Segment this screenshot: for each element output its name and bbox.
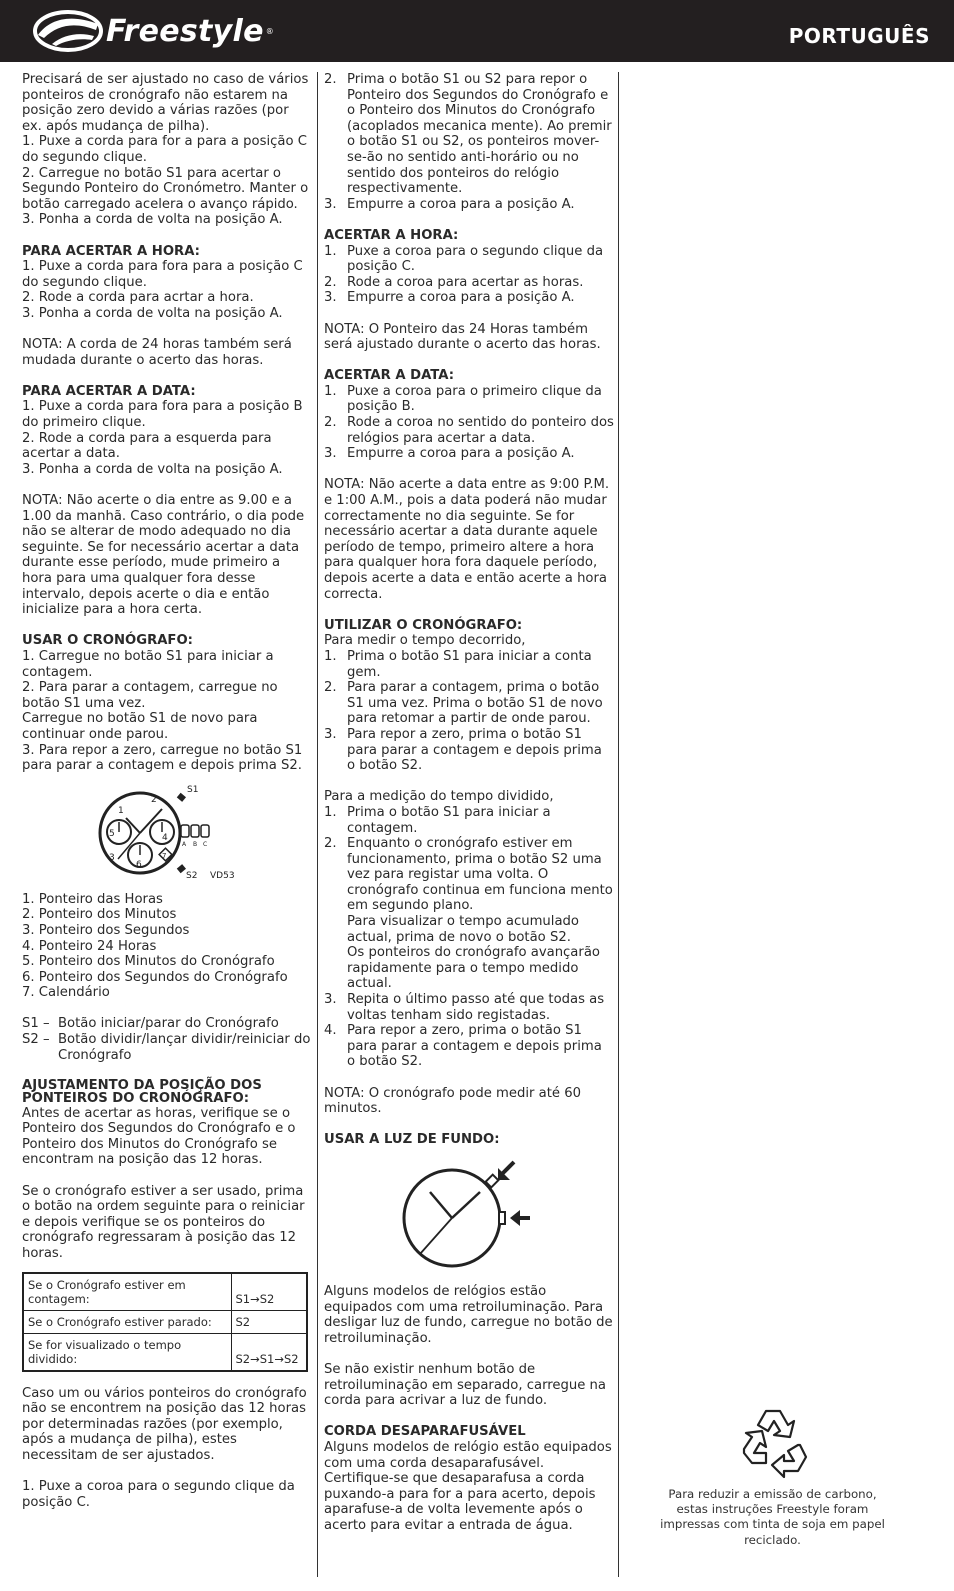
list-item: S1 – Botão iniciar/parar do Cronógrafo [22,1016,279,1032]
list-item: 3. Para repor a zero, prima o botão S1 para parar a contagem e depois prima o botão S2. [324,726,602,774]
list-item: 6. Ponteiro dos Segundos do Cronógrafo [22,969,288,985]
svg-text:A: A [182,840,187,848]
chrono-step-list [324,649,614,774]
column-middle [324,72,614,1533]
list-item: 3. Repita o último passo até que todas as voltas tenham sido registadas. [324,992,605,1023]
list-item: 2. Carregue no botão S1 para acertar o Segundo Ponteiro do Cronómetro. Manter o botão carregado acelera o avanço rápido. [22,165,309,212]
time-step-list [324,244,614,306]
list-item: 2. Para parar a contagem, prima o botão S1 uma vez. Prima o botão S1 de novo para retomar a partir de onde parou. [324,680,603,727]
label-model: VD53 [210,870,235,880]
chrono-note: NOTA: O cronógrafo pode medir até 60 minutos. [324,1085,581,1117]
section-title-time: ACERTAR A HORA: [324,227,459,243]
light-paragraph: Alguns modelos de relógios estão equipados com uma retroiluminação. Para desligar luz de fundo, carregue no botão de retroiluminação. [324,1283,613,1346]
list-item: 2. Rode a corda para a esquerda para acertar a data. [22,430,272,462]
arrow-icon [510,1210,530,1226]
list-item: 1. Puxe a coroa para o primeiro clique da posição B. [324,383,602,415]
recycle-icon [736,1405,810,1479]
table-cell: S1→S2 [231,1273,307,1311]
column-divider [618,72,619,1577]
table-row [23,1273,307,1311]
language-label: PORTUGUÊS [788,24,930,48]
label-s2: S2 [186,870,198,880]
brand-wordmark: Freestyle [106,13,264,49]
section-title-time: PARA ACERTAR A HORA: [22,243,200,259]
backlight-diagram [394,1156,544,1276]
column-left [22,72,312,1510]
list-item: 4. Ponteiro 24 Horas [22,938,157,954]
list-item: 1. Prima o botão S1 para iniciar a contagem. [324,804,551,836]
svg-text:6: 6 [136,859,142,870]
section-title-screw: CORDA DESAPARAFUSÁVEL [324,1424,526,1440]
list-item: 3. Para repor a zero, carregue no botão S1 para parar a contagem e depois prima S2. [22,742,303,774]
hand-legend-list [22,892,312,1001]
label-s1: S1 [187,784,199,795]
list-item: 3. Ponha a corda de volta na posição A. [22,305,283,321]
list-item: S2 – Botão dividir/lançar dividir/reiniciar do Cronógrafo [22,1032,311,1063]
section-title-chrono: USAR O CRONÓGRAFO: [22,633,193,649]
split-step-list [324,805,614,1070]
adjust-paragraph: Se o cronógrafo estiver a ser usado, prima o botão na ordem seguinte para o reiniciar e depois verifique se os ponteiros do cronógrafo regressaram à posição das 12 horas. [22,1183,305,1261]
reset-sequence-table [22,1272,308,1372]
list-item: 2. Enquanto o cronógrafo estiver em funcionamento, prima o botão S2 uma vez para registar uma volta. O cronógrafo continua em funciona mento em segundo plano. [324,836,613,914]
section-title-light: USAR A LUZ DE FUNDO: [324,1132,500,1148]
svg-text:3: 3 [109,852,115,863]
list-item: 2. Ponteiro dos Minutos [22,907,177,923]
list-item: 4. Para repor a zero, prima o botão S1 para parar a contagem e depois prima o botão S2. [324,1023,602,1070]
table-cell: Se for visualizado o tempo dividido: [23,1333,231,1371]
list-item: 2. Para parar a contagem, carregue no botão S1 uma vez. [22,680,278,711]
table-row [23,1333,307,1371]
list-item: 3. Empurre a coroa para a posição A. [324,290,575,306]
svg-text:2: 2 [151,794,157,805]
adjust-step-list [324,72,614,212]
date-step-list [22,399,312,477]
table-cell: Se o Cronógrafo estiver parado: [23,1310,231,1333]
list-item: 3. Ponha a corda de volta na posição A. [22,461,283,477]
svg-text:5: 5 [109,828,115,839]
list-item: 1. Puxe a corda para for a para a posição C do segundo clique. [22,134,307,165]
svg-text:B: B [193,840,198,848]
table-row [23,1310,307,1333]
chrono-intro: Para medir o tempo decorrido, [324,633,526,649]
time-note: NOTA: O Ponteiro das 24 Horas também será ajustado durante o acerto das horas. [324,321,601,353]
list-item: 3. Ponteiro dos Segundos [22,922,190,938]
list-item-continuation: Para visualizar o tempo acumulado actual, prima de novo o botão S2. [347,914,579,945]
list-item: 1. Puxe a corda para fora para a posição B do primeiro clique. [22,399,303,431]
list-item: 1. Ponteiro das Horas [22,891,163,907]
time-note: NOTA: A corda de 24 horas também será mudada durante o acerto das horas. [22,337,292,368]
svg-text:4: 4 [162,832,168,843]
list-item: 5. Ponteiro dos Minutos do Cronógrafo [22,954,275,970]
list-item: 1. Puxe a coroa para o segundo clique da posição C. [22,1479,295,1510]
screw-paragraph: Alguns modelos de relógio estão equipados com uma corda desaparafusável. Certifique-se que desaparafusa a corda puxando-a para for a para acerto, depois aparafuse-a de volta levemente após o acerto para evitar a entrada de água. [324,1439,612,1533]
list-item: 2. Prima o botão S1 ou S2 para repor o Ponteiro dos Segundos do Cronógrafo e o Ponteiro dos Minutos do Cronógrafo (acoplados mecanica mente). Ao premir o botão S1 ou S2, os ponteiros mover-se-ão no sentido anti-horário ou no sentido dos ponteiros do relógio respectivamente. [324,72,612,197]
recycle-note: Para reduzir a emissão de carbono, estas instruções Freestyle foram impressas com tinta de soja em papel reciclado. [660,1487,885,1547]
light-paragraph: Se não existir nenhum botão de retroiluminação em separado, carregue na corda para acrivar a luz de fundo. [324,1361,606,1409]
list-item: 2. Rode a coroa para acertar as horas. [324,274,584,290]
svg-text:7: 7 [162,851,167,860]
list-item: 1. Prima o botão S1 para iniciar a conta gem. [324,648,592,680]
section-title-date: PARA ACERTAR A DATA: [22,383,196,399]
list-item-continuation: Os ponteiros do cronógrafo avançarão rapidamente para o tempo medido actual. [347,945,600,992]
list-item: 1. Puxe a corda para fora para a posição C do segundo clique. [22,259,303,290]
freestyle-wave-icon [32,8,104,54]
split-intro: Para a medição do tempo dividido, [324,789,554,805]
table-cell: S2 [231,1310,307,1333]
registered-mark: ® [265,26,274,36]
svg-text:C: C [203,840,208,848]
list-item: 2. Rode a corda para acrtar a hora. [22,290,254,306]
watch-dial-diagram [92,782,242,880]
adjust-paragraph: Caso um ou vários ponteiros do cronógrafo não se encontrem na posição das 12 horas por determinadas razões (por exemplo, após a mudança de pilha), estes necessitam de ser ajustados. [22,1385,307,1463]
svg-text:1: 1 [118,805,124,816]
section-title-adjust: AJUSTAMENTO DA POSIÇÃO DOS PONTEIROS DO CRONÓGRAFO: [22,1077,262,1107]
list-item: 1. Puxe a coroa para o segundo clique da posição C. [324,243,604,275]
recycle-footer [655,1405,890,1548]
list-item: 2. Rode a coroa no sentido do ponteiro dos relógios para acertar a data. [324,415,614,446]
list-item: Carregue no botão S1 de novo para continuar onde parou. [22,711,258,742]
button-legend-list [22,1016,312,1063]
date-note: NOTA: Não acerte o dia entre as 9.00 e a 1.00 da manhã. Caso contrário, o dia pode não se alterar de modo adequado no dia seguinte. Se for necessário acertar a data durante esse período, mude primeiro a hora para uma qualquer fora desse intervalo, depois acerte o dia e então inicialize para a hora certa. [22,493,305,618]
chrono-step-list [22,649,312,774]
section-title-chrono: UTILIZAR O CRONÓGRAFO: [324,617,523,633]
adjust-paragraph: Antes de acertar as horas, verifique se o Ponteiro dos Segundos do Cronógrafo e o Ponteiro dos Minutos do Cronógrafo se encontram na posição das 12 horas. [22,1105,296,1168]
arrow-icon [498,1162,514,1180]
list-item: 7. Calendário [22,985,110,1001]
list-item: 3. Ponha a corda de volta na posição A. [22,212,283,228]
intro-paragraph: Precisará de ser ajustado no caso de vários ponteiros de cronógrafo não estarem na posição zero devido a várias razões (por ex. após mudança de pilha). [22,72,309,134]
date-note: NOTA: Não acerte a data entre as 9:00 P.M. e 1:00 A.M., pois a data poderá não mudar correctamente no dia seguinte. Se for necessário acertar a data durante aquele período de tempo, primeiro altere a hora para qualquer hora fora daquele período, depois acerte a data e então acerte a hora correcta. [324,477,610,602]
section-title-date: ACERTAR A DATA: [324,368,454,384]
list-item: 1. Carregue no botão S1 para iniciar a contagem. [22,648,274,680]
header-bar [0,0,954,62]
list-item: 3. Empurre a coroa para a posição A. [324,446,575,462]
date-step-list [324,384,614,462]
column-divider [317,72,318,1577]
table-cell: S2→S1→S2 [231,1333,307,1371]
intro-step-list [22,134,312,228]
table-cell: Se o Cronógrafo estiver em contagem: [23,1273,231,1311]
list-item: 3. Empurre a coroa para a posição A. [324,196,575,212]
brand-logo [32,8,274,54]
time-step-list [22,259,312,321]
